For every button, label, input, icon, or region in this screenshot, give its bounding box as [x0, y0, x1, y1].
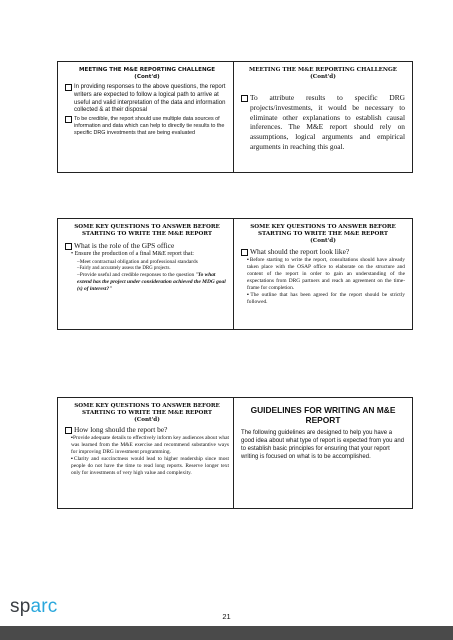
bullet-item — [65, 84, 229, 115]
checkbox-bullet-icon — [241, 249, 248, 256]
sub-bullet-text: Clarity and succinctness would lead to higher readership since most people do not have the time to read long reports. Reserve longer text only for investments of very high value and complexity. — [71, 456, 229, 477]
page-number: 21 — [222, 612, 231, 621]
dash-item — [65, 272, 229, 293]
slide-title: MEETING THE M&E REPORTING CHALLENGE — [78, 67, 216, 73]
sub-bullet: ▪Provide adequate details to effectively inform key audiences about what was learned from the M&E exercise and recommend substantive ways for improving DRG investment programming. — [71, 434, 229, 455]
logo-text-blue: arc — [30, 596, 58, 617]
checkbox-bullet-icon — [65, 243, 72, 250]
question — [65, 241, 229, 251]
slide-5 — [57, 397, 237, 509]
question-text: What is the role of the GPS office — [74, 240, 175, 250]
dash-text: –Provide useful and credible responses to the question " — [77, 272, 198, 279]
sub-bullet: ▪Before starting to write the report, consultations should have already taken place with the OSAP office to elaborate on the structure and content of the report in order to gain an understanding of the expectations from DRG partners and reach an agreement on the time-frame for completion. — [247, 256, 405, 292]
question-text: How long should the report be? — [74, 424, 168, 434]
slide-subtitle: (Cont'd) — [134, 73, 160, 80]
sub-bullet-text: Before starting to write the report, consultations should have already taken place with the OSAP office to elaborate on the structure and content of the report in order to gain an understanding of the expectations from DRG partners and reach an agreement on the time-frame for completion. — [247, 256, 405, 292]
checkbox-bullet-icon — [65, 84, 72, 91]
sub-bullet-text: Ensure the production of a final M&E report that: — [74, 250, 194, 257]
checkbox-bullet-icon — [65, 427, 72, 434]
logo-text-dark: sp — [10, 596, 31, 617]
slide-6 — [233, 397, 413, 509]
slide-1 — [57, 61, 237, 173]
question-text: What should the report look like? — [250, 246, 350, 256]
sub-bullet-text: The outline that has been agreed for the report should be strictly followed. — [247, 292, 405, 306]
bullet-text: To be credible, the report should use multiple data sources of information and data which can help to directly tie results to the specific DRG investments that are being evaluated — [74, 116, 225, 137]
slide-title: SOME KEY QUESTIONS TO ANSWER BEFORE STARTING TO WRITE THE M&E REPORT — [250, 224, 396, 237]
slide-title: GUIDELINES FOR WRITING AN M&E REPORT — [250, 405, 396, 426]
slide-subtitle: (Cont'd) — [134, 416, 160, 423]
dash-emphasis: To what extend has the project under consideration achieved the MDG goal (s) of interest?" — [77, 272, 226, 293]
bullet-item — [65, 116, 229, 137]
checkbox-bullet-icon — [65, 116, 72, 123]
checkbox-bullet-icon — [241, 95, 248, 102]
question — [241, 247, 405, 257]
bullet-text: To attribute results to specific DRG projects/investments, it would be necessary to eliminate other explanations to establish causal inferences. The M&E report should rely on assumptions, logical arguments and empirical arguments in reaching this goal. — [250, 92, 405, 151]
slide-body: The following guidelines are designed to help you have a good idea about what type of report is expected from you and to establish basic principles for ensuring that your report writing is focused on what is to be accomplished. — [241, 430, 405, 460]
question — [65, 425, 229, 435]
slide-title: SOME KEY QUESTIONS TO ANSWER BEFORE STARTING TO WRITE THE M&E REPORT — [74, 224, 220, 237]
sub-bullet-text: Provide adequate details to effectively inform key audiences about what was learned from the M&E exercise and recommend substantive ways for improving DRG investment programming. — [71, 434, 229, 455]
slide-title: SOME KEY QUESTIONS TO ANSWER BEFORE STARTING TO WRITE THE M&E REPORT — [74, 403, 220, 416]
footer-band — [0, 626, 453, 640]
sub-bullet: ▪Clarity and succinctness would lead to higher readership since most people do not have the time to read long reports. Reserve longer text only for investments of very high value and complexity. — [71, 456, 229, 477]
slide-3 — [57, 218, 237, 330]
slide-2 — [233, 61, 413, 173]
slide-title: MEETING THE M&E REPORTING CHALLENGE (Cont'd) — [249, 67, 397, 80]
slide-4 — [233, 218, 413, 330]
dash-item: –Meet contractual obligation and professional standards — [77, 258, 198, 265]
sub-bullet: ▪The outline that has been agreed for the report should be strictly followed. — [247, 292, 405, 306]
slide-subtitle: (Cont'd) — [310, 237, 336, 244]
sub-bullet: • Ensure the production of a final M&E report that: — [71, 250, 194, 257]
bullet-text: In providing responses to the above questions, the report writers are expected to follow a logical path to arrive at useful and valid interpretation of the data and information collected & at their disposal — [74, 83, 226, 114]
bullet-item — [241, 93, 405, 152]
dash-item: –Fairly and accurately assess the DRG projects. — [77, 265, 171, 271]
